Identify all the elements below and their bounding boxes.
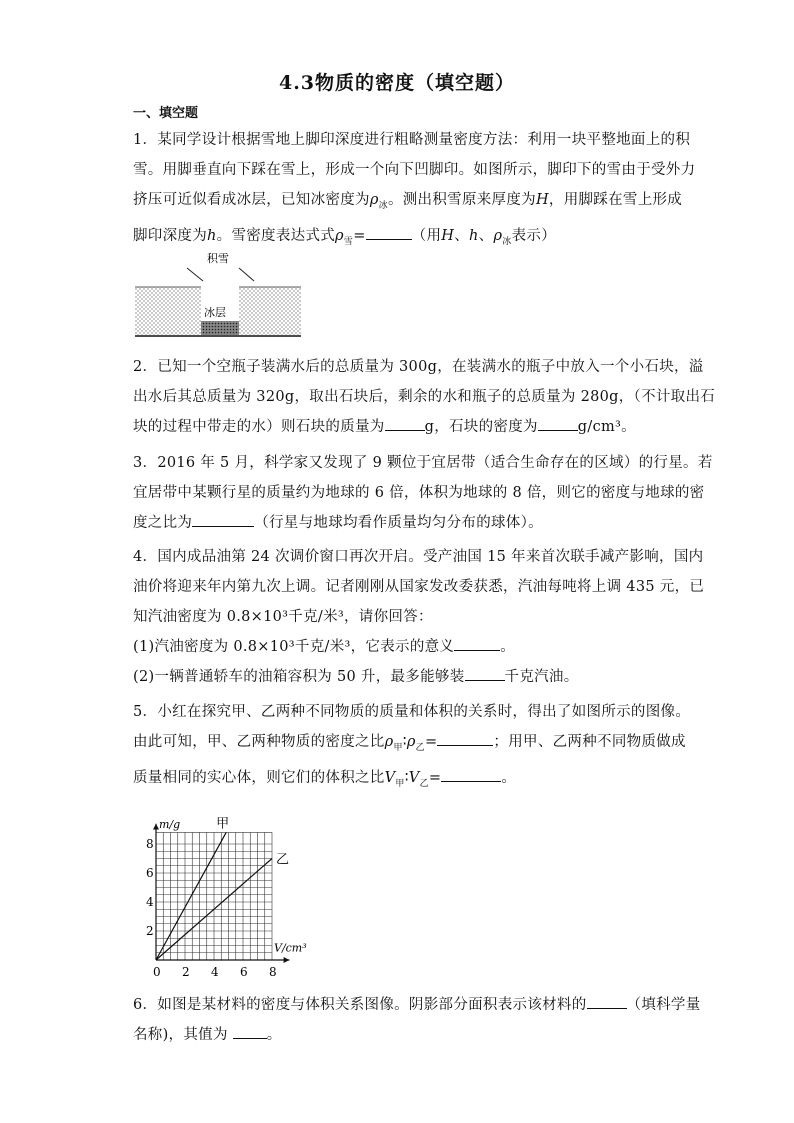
x-axis-arrow (284, 957, 290, 963)
snow-footprint-figure (133, 250, 303, 345)
q6-line-1: 6．如图是某材料的密度与体积关系图像。阴影部分面积表示该材料的 （填科学量 (133, 990, 663, 1020)
q2-mass-blank[interactable] (385, 416, 425, 431)
section-heading: 一、填空题 (133, 106, 199, 121)
q4-meaning-blank[interactable] (454, 636, 500, 651)
chart-grid (156, 832, 272, 960)
q6-line-2: 名称)，其值为 。 (133, 1020, 663, 1050)
q1-answer-blank[interactable] (366, 225, 412, 240)
y-tick-label: 2 (146, 924, 154, 938)
q2-line-1: 2．已知一个空瓶子装满水后的总质量为 300g，在装满水的瓶子中放入一个小石块，溢 (133, 359, 704, 375)
q3-line-2: 宜居带中某颗行星的质量约为地球的 6 倍，体积为地球的 8 倍，则它的密度与地球的密 (133, 485, 705, 501)
q1-line-3: 挤压可近似看成冰层，已知冰密度为$\rho_冰$。测出积雪原来厚度为H，用脚踩在雪上形成 (133, 192, 683, 211)
y-tick-label: 4 (146, 895, 154, 909)
snow-pointer-left (187, 268, 203, 281)
q1-line-4: 脚印深度为h。雪密度表达式式$\rho_雪=$ （用H、h、$\rho_冰$表示） (133, 221, 663, 257)
snow-label: 积雪 (207, 252, 229, 265)
q5-line-2: 由此可知，甲、乙两种物质的密度之比$\rho_甲∶\rho_乙=$ ；用甲、乙两种不同物质做成 (133, 727, 663, 763)
q4-line-1: 4．国内成品油第 24 次调价窗口再次开启。受产油国 15 年来首次联手减产影响，国内 (133, 549, 704, 565)
question-6 (133, 990, 701, 1050)
x-tick-label: 8 (269, 965, 277, 979)
y-tick-label: 6 (146, 866, 154, 880)
q5-density-ratio-blank[interactable] (437, 731, 493, 746)
mass-volume-chart (140, 806, 320, 982)
x-tick-label: 0 (153, 965, 161, 979)
question-2 (133, 352, 716, 442)
q2-density-blank[interactable] (538, 416, 578, 431)
q4-line-2: 油价将迎来年内第九次上调。记者刚刚从国家发改委获悉，汽油每吨将上调 435 元，已 (133, 579, 705, 595)
question-5 (133, 697, 691, 799)
q4-mass-blank[interactable] (465, 666, 505, 681)
q1-line-2: 雪。用脚垂直向下踩在雪上，形成一个向下凹脚印。如图所示，脚印下的雪由于受外力 (133, 162, 696, 178)
ice-layer (201, 321, 239, 335)
q6-quantity-blank[interactable] (587, 994, 627, 1009)
y-tick-label: 8 (146, 837, 154, 851)
q4-line-4: (1)汽油密度为 0.8×10³千克/米³，它表示的意义 。 (133, 632, 663, 662)
q5-line-3: 质量相同的实心体，则它们的体积之比$V_甲∶V_乙=$ 。 (133, 763, 663, 799)
series-label-yi: 乙 (276, 852, 290, 868)
snow-pointer-right (239, 268, 254, 281)
q2-line-2: 出水后其总质量为 320g，取出石块后，剩余的水和瓶子的总质量为 280g，（不计取出石 (133, 389, 716, 405)
series-label-jia: 甲 (216, 816, 230, 832)
q4-line-3: 知汽油密度为 0.8×10³千克/米³，请你回答： (133, 609, 433, 625)
question-3 (133, 448, 713, 538)
x-tick-label: 4 (211, 965, 219, 979)
x-tick-label: 2 (182, 965, 190, 979)
q1-line-1: 1．某同学设计根据雪地上脚印深度进行粗略测量密度方法：利用一块平整地面上的积 (133, 132, 691, 148)
q5-line-1: 5．小红在探究甲、乙两种不同物质的质量和体积的关系时，得出了如图所示的图像。 (133, 704, 691, 720)
question-4 (133, 542, 705, 692)
q5-volume-ratio-blank[interactable] (441, 767, 501, 782)
q3-line-3: 度之比为 （行星与地球均看作质量均匀分布的球体）。 (133, 508, 663, 538)
q2-line-3: 块的过程中带走的水）则石块的质量为 g，石块的密度为 g/cm³。 (133, 412, 663, 442)
x-tick-label: 6 (240, 965, 248, 979)
chart-axes (153, 818, 307, 963)
y-axis-label: m/g (159, 818, 181, 832)
q3-line-1: 3．2016 年 5 月，科学家又发现了 9 颗位于宜居带（适合生命存在的区域）的行星。若 (133, 455, 713, 471)
ice-label: 冰层 (204, 306, 226, 319)
page-title: 4.3物质的密度（填空题） (278, 72, 516, 94)
question-1 (133, 125, 696, 257)
q4-line-5: (2)一辆普通轿车的油箱容积为 50 升，最多能够装 千克汽油。 (133, 662, 663, 692)
q3-ratio-blank[interactable] (192, 512, 254, 527)
x-axis-label: V/cm³ (274, 941, 307, 955)
q6-value-blank[interactable] (233, 1024, 267, 1039)
